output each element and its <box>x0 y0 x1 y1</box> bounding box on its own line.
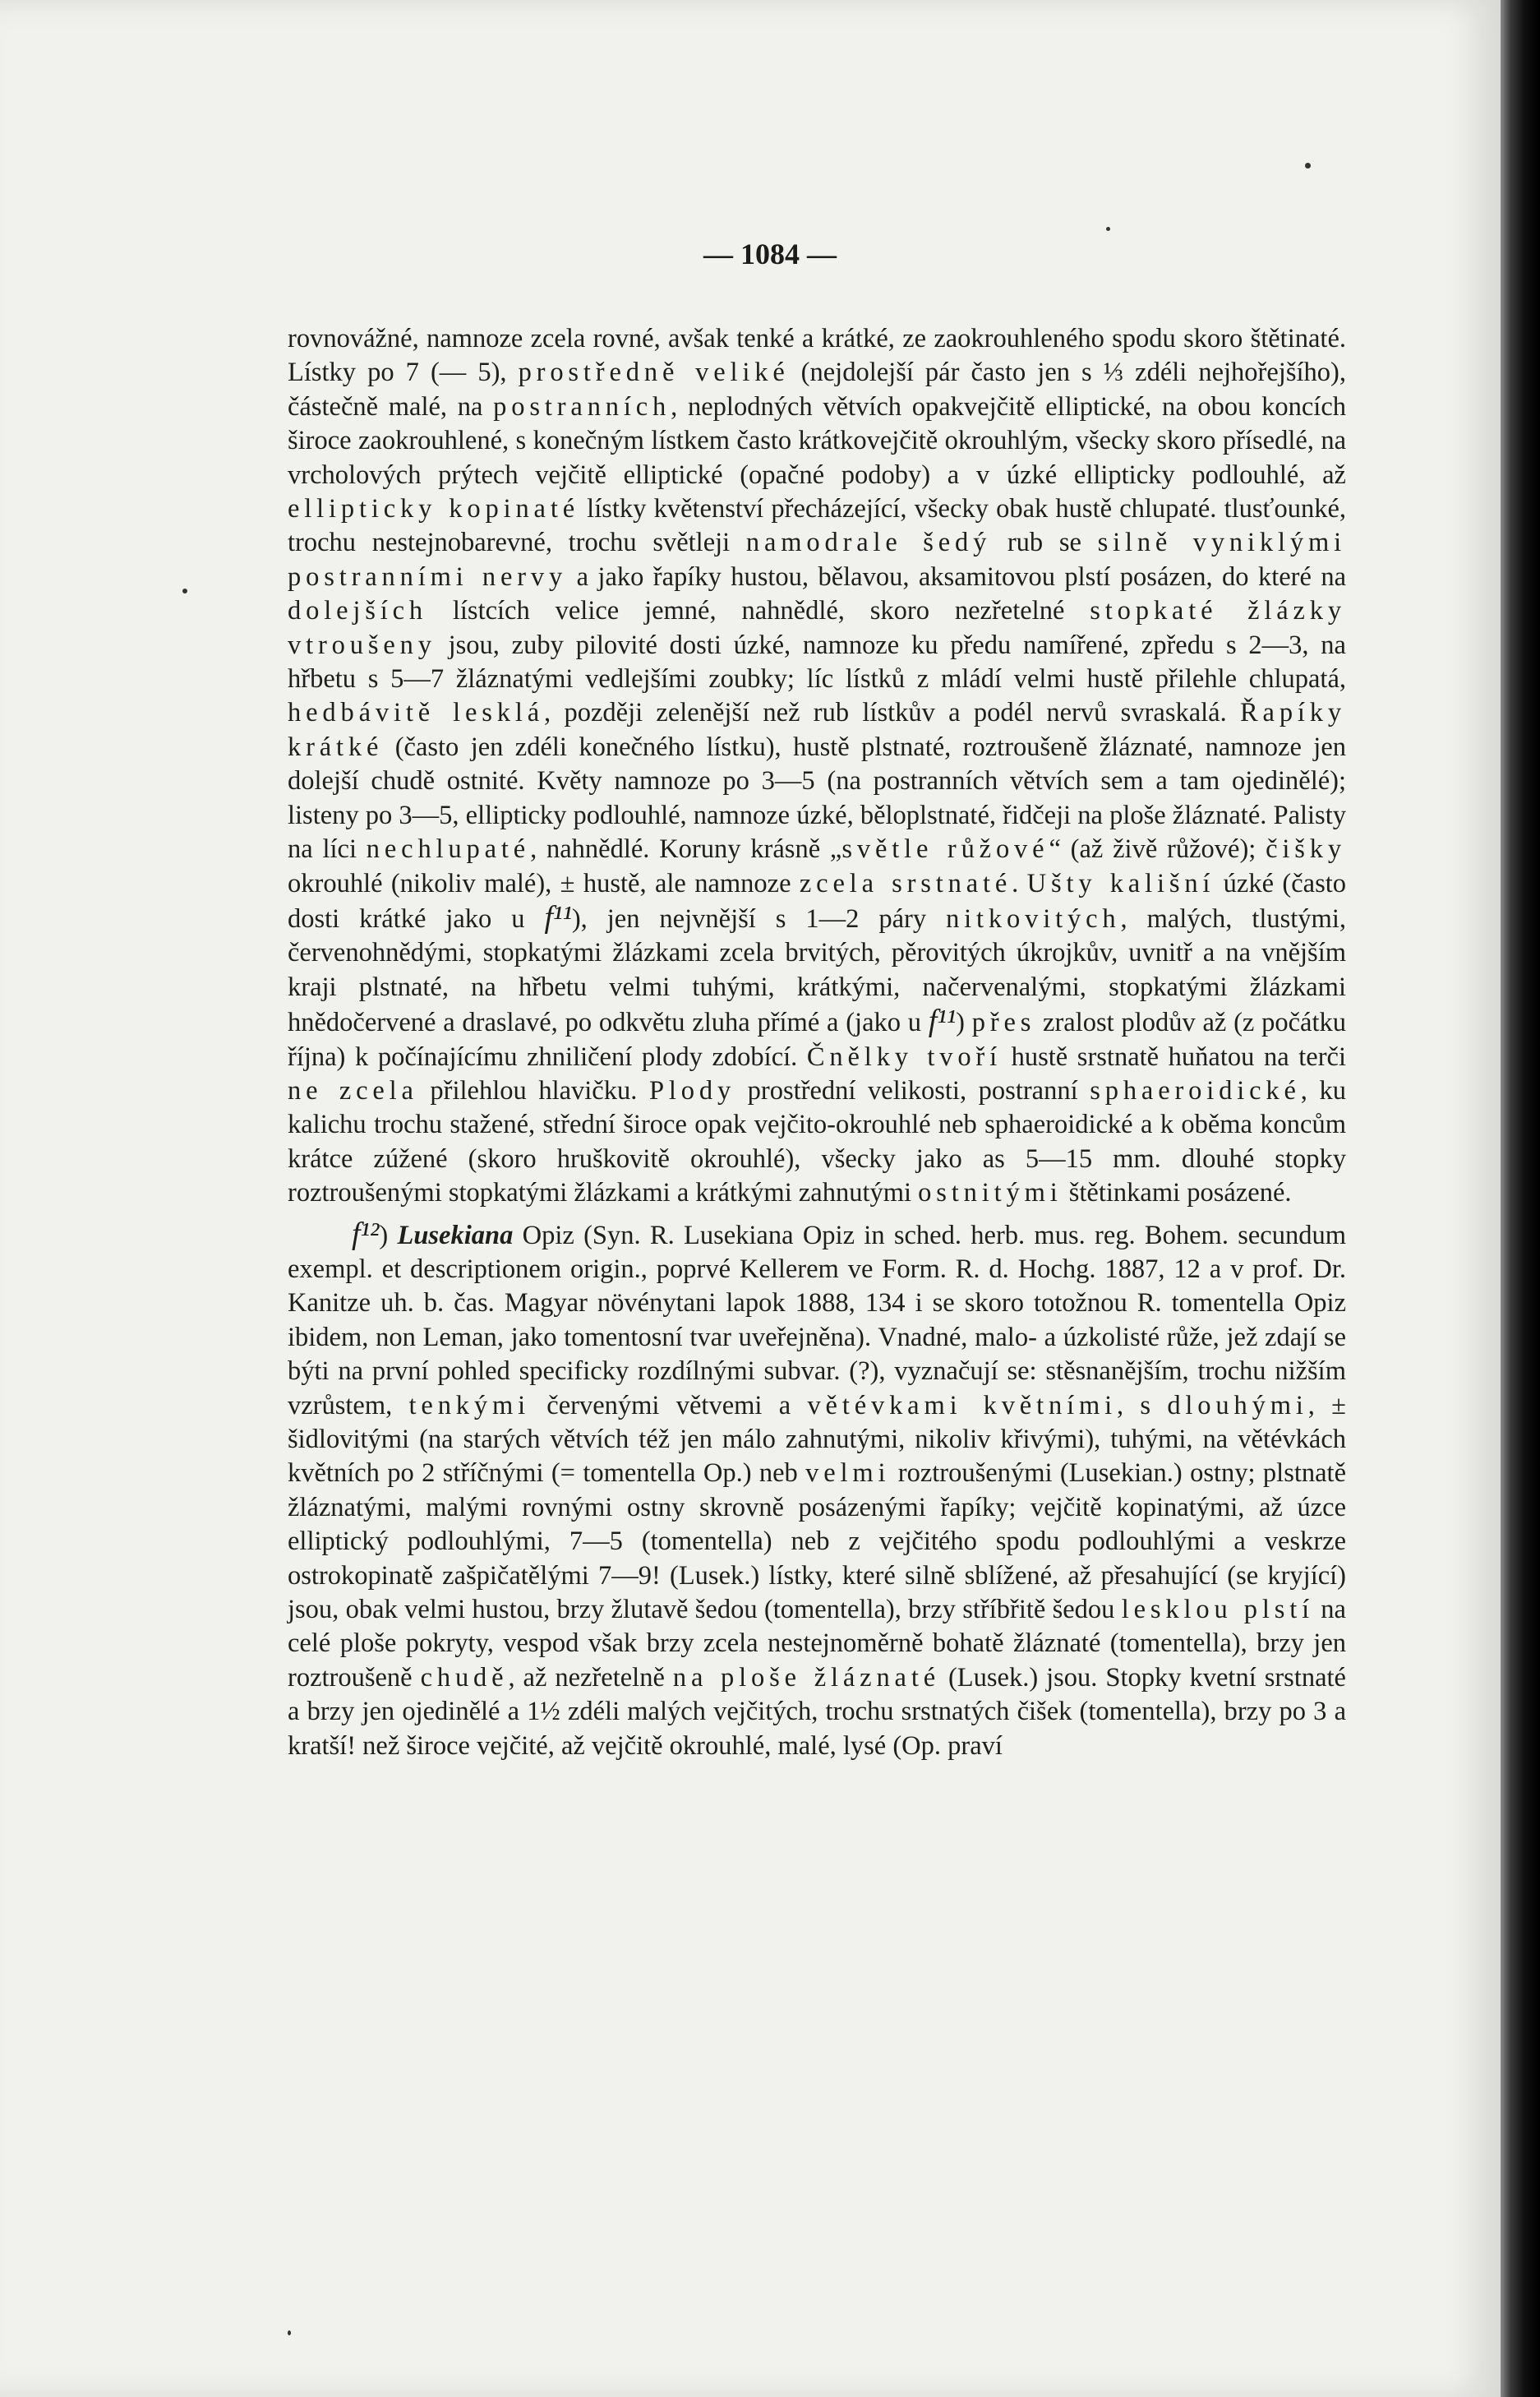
print-speck <box>1305 163 1311 169</box>
page-edge-shadow <box>1501 0 1540 2397</box>
spaced-emphasis-text: čišky <box>1266 834 1346 865</box>
text-run: rovnovážné, namnoze zcela rovné, avšak tenké a krátké, ze zaokrouhleného spodu skoro štětinaté. Lístky po 7 (— 5), <box>288 324 1346 388</box>
text-run: (Lusek.) jsou. Stopky kvetní srstnaté a brzy jen ojedinělé a 1½ zdéli malých vejčitých, trochu srstnatých čišek (tomentella), brzy po 3 a kratší! než široce vejčité, až vejčitě okrouhlé, malé, lysé (Op. praví <box>288 1662 1346 1761</box>
text-run: Opiz (Syn. R. Lusekiana Opiz in sched. herb. mus. reg. Bohem. secundum exempl. et descriptionem origin., poprvé Kellerem ve Form. R. d. Hochg. 1887, 12 a v prof. Dr. Kanitze uh. b. čas. Magyar növénytani lapok 1888, 134 i se skoro totožnou R. tomentella Opiz ibidem, non Leman, jako tomentosní tvar uveřejněna). Vnadné, malo- a úzkolisté růže, jež zdají se býti na první pohled specificky rozdílnými subvar. (?), vyznačují se: stěsnanějším, trochu nižším vzrůstem, <box>288 1220 1347 1420</box>
page-number: — 1084 — <box>703 238 837 270</box>
spaced-emphasis-text: stopkaté žlázky vtroušeny <box>288 596 1346 660</box>
spaced-emphasis-text: velmi <box>805 1458 891 1489</box>
spaced-emphasis-text: světle růžové <box>841 834 1049 865</box>
text-run: ), jen nejvnější s 1—2 páry <box>571 903 947 934</box>
spaced-emphasis-text: hedbávitě lesklá <box>288 698 545 728</box>
spaced-emphasis-text: postranních <box>493 391 671 422</box>
spaced-emphasis-text: lesklou plstí <box>1121 1595 1314 1625</box>
form-reference: f¹¹ <box>928 1004 957 1039</box>
spaced-emphasis-text: Ušty kališní <box>1026 868 1215 898</box>
text-run: ) <box>379 1220 398 1250</box>
text-run: lístcích velice jemné, nahnědlé, skoro nezřetelné <box>427 596 1090 626</box>
spaced-emphasis-text: dlouhými <box>1167 1390 1308 1420</box>
print-speck <box>1106 227 1110 231</box>
spaced-emphasis-text: ostnitými <box>918 1178 1063 1208</box>
text-run: prostřední velikosti, postranní <box>735 1075 1090 1106</box>
spaced-emphasis-text: přes <box>971 1008 1036 1038</box>
spaced-emphasis-text: chudě <box>420 1662 509 1693</box>
spaced-emphasis-text: nitkovitých <box>946 903 1121 934</box>
form-reference: f¹¹ <box>544 899 572 935</box>
text-run: úzké (často dosti krátké jako u <box>288 868 1347 934</box>
spaced-emphasis-text: silně vyniklými postranními nervy <box>288 528 1346 592</box>
text-run: zralost plodův až (z počátku října) k počínajícímu zhniličení plody zdobící. <box>288 1008 1347 1072</box>
text-run: jsou, zuby pilovité dosti úzké, namnoze ku předu namířené, zpředu s 2—3, na hřbetu s 5—7 žláznatými vedlejšími zoubky; líc lístků z mládí velmi hustě přilehle chlupatá, <box>288 630 1346 695</box>
text-run: a jako řapíky hustou, bělavou, aksamitovou plstí posázen, do které na <box>567 561 1346 592</box>
form-reference: f¹² <box>352 1216 380 1251</box>
spaced-emphasis-text: Čnělky tvoří <box>806 1041 1002 1072</box>
spaced-emphasis-text: na ploše žláznaté <box>672 1662 940 1693</box>
text-run: , neplodných větvích opakvejčitě elliptické, na obou koncích široce zaokrouhlené, s konečným lístkem často krátkovejčitě okrouhlým, všecky skoro přísedlé, na vrcholových prýtech vejčitě elliptické (opačné podoby) a v úzké ellipticky podlouhlé, až <box>288 391 1346 490</box>
spaced-emphasis-text: sphaeroidické <box>1090 1075 1301 1106</box>
text-run: okrouhlé (nikoliv malé), ± hustě, ale namnoze <box>288 868 800 898</box>
text-run: přilehlou hlavičku. <box>417 1075 649 1106</box>
text-run: roztroušenými (Lusekian.) ostny; plstnatě žláznatými, malými rovnými ostny skrovně posázenými řapíky; vejčitě kopinatými, až úzce elliptický podlouhlými, 7—5 (tomentella) neb z vejčitého spodu podlouhlými a veskrze ostrokopinatě zašpičatělými 7—9! (Lusek.) lístky, které silně sblížené, až přesahující (se kryjící) jsou, obak velmi hustou, brzy žlutavě šedou (tomentella), brzy stříbřitě šedou <box>288 1458 1346 1625</box>
print-speck <box>288 2330 291 2335</box>
text-run: . <box>1012 868 1027 898</box>
spaced-emphasis-text: zcela srstnaté <box>799 868 1012 898</box>
spaced-emphasis-text: dolejších <box>288 596 427 626</box>
body-text <box>288 322 1346 1763</box>
text-run: , ± šidlovitými (na starých větvích též jen málo zahnutými, nikoliv křivými), tuhými, na větévkách květních po 2 stříčnými (= tomentella Op.) neb <box>288 1390 1346 1489</box>
paragraph-2-lusekiana <box>288 1217 1346 1764</box>
text-run: (často jen zdéli konečného lístku), hustě plstnaté, roztroušeně žláznaté, namnoze jen dolejší chudě ostnité. Květy namnoze po 3—5 (na postranních větvích sem a tam ojedinělé); listeny po 3—5, ellipticky podlouhlé, namnoze úzké, běloplstnaté, řidčeji na ploše žláznaté. Palisty na líci <box>288 732 1346 865</box>
text-run: , až nezřetelně <box>508 1662 673 1693</box>
paragraph-1 <box>288 322 1346 1211</box>
text-run: štětinkami posázené. <box>1062 1178 1292 1208</box>
spaced-emphasis-text: namodrale šedý <box>745 528 992 558</box>
text-run: , ku kalichu trochu stažené, střední široce opak vejčito-okrouhlé neb sphaeroidické a k oběma koncům krátce zúžené (skoro hruškovitě okrouhlé), všecky jako as 5—15 mm. dlouhé stopky roztroušenými stopkatými žlázkami a krátkými zahnutými <box>288 1075 1346 1208</box>
spaced-emphasis-text: tenkými <box>408 1390 531 1420</box>
text-run: , malých, tlustými, červenohnědými, stopkatými žlázkami zcela brvitých, pěrovitých úkrojkův, uvnitř a na vnějším kraji plstnaté, na hřbetu velmi tuhými, krátkými, načervenalými, stopkatými žlázkami hnědočervené a draslavé, po odkvětu zluha přímé a (jako u <box>288 903 1346 1038</box>
text-run: “ (až živě růžové); <box>1049 834 1266 865</box>
text-run: rub se <box>991 528 1098 558</box>
text-run: , nahnědlé. Koruny krásně „ <box>530 834 842 865</box>
text-run: hustě srstnatě huňatou na terči <box>1001 1041 1347 1072</box>
spaced-emphasis-text: nechlupaté <box>366 834 531 865</box>
text-run: (nejdolejší pár často jen s ⅓ zdéli nejhořejšího), částečně malé, na <box>288 358 1346 422</box>
text-run: lístky květenství přecházející, všecky obak hustě chlupaté. tlusťounké, trochu nestejnobarevné, trochu světleji <box>288 494 1346 558</box>
spaced-emphasis-text: ne zcela <box>288 1075 418 1106</box>
text-run: červenými větvemi a <box>530 1390 808 1420</box>
text-run: , později zelenější než rub lístkův a podél nervů svraskalá. <box>544 698 1241 728</box>
spaced-emphasis-text: větévkami květními <box>807 1390 1117 1420</box>
spaced-emphasis-text: prostředně veliké <box>518 358 790 388</box>
text-run: ) <box>956 1008 972 1038</box>
taxon-name: Lusekiana <box>397 1220 514 1250</box>
spaced-emphasis-text: Plody <box>648 1075 736 1106</box>
text-run: na celé ploše pokryty, vespod však brzy zcela nestejnoměrně bohatě žláznaté (tomentella), brzy jen roztroušeně <box>288 1595 1346 1693</box>
spaced-emphasis-text: Řapíky krátké <box>288 698 1346 762</box>
print-speck <box>182 589 187 593</box>
spaced-emphasis-text: ellipticky kopinaté <box>288 494 579 524</box>
text-run: , s <box>1116 1390 1168 1420</box>
